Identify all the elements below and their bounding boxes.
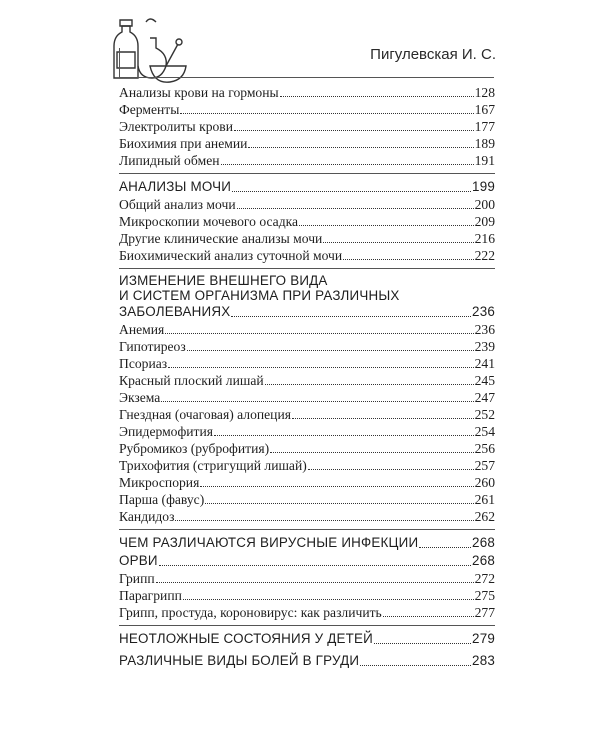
toc-section-title: НЕОТЛОЖНЫЕ СОСТОЯНИЯ У ДЕТЕЙ xyxy=(119,631,373,646)
toc-page: 254 xyxy=(474,424,495,439)
header-rule xyxy=(119,77,494,78)
toc-section-viral[interactable] xyxy=(119,534,495,552)
toc-title: Микроскопии мочевого осадка xyxy=(119,214,299,229)
toc-page: 177 xyxy=(474,119,495,134)
toc-title: Трихофития (стригущий лишай) xyxy=(119,458,307,473)
toc-entry[interactable] xyxy=(119,406,495,423)
toc-page: 167 xyxy=(474,102,495,117)
toc-section-emergency[interactable] xyxy=(119,630,495,648)
toc-title: Биохимический анализ суточной мочи xyxy=(119,248,343,263)
leader-dots xyxy=(231,316,471,317)
toc-title: Экзема xyxy=(119,390,161,405)
leader-dots xyxy=(168,367,473,368)
toc-section-changes-line2: И СИСТЕМ ОРГАНИЗМА ПРИ РАЗЛИЧНЫХ xyxy=(119,288,400,303)
toc-title: Липидный обмен xyxy=(119,153,220,168)
toc-page: 283 xyxy=(472,653,495,668)
toc-page: 236 xyxy=(472,304,495,319)
toc-section-title: ЧЕМ РАЗЛИЧАЮТСЯ ВИРУСНЫЕ ИНФЕКЦИИ xyxy=(119,535,419,550)
toc-page: 200 xyxy=(474,197,495,212)
toc-title: Рубромикоз (руброфития) xyxy=(119,441,270,456)
toc-section-urine[interactable] xyxy=(119,178,495,196)
toc-title: Другие клинические анализы мочи xyxy=(119,231,323,246)
leader-dots xyxy=(374,643,471,644)
toc-page: 257 xyxy=(474,458,495,473)
toc-section-orvi[interactable] xyxy=(119,552,495,570)
toc-entry[interactable] xyxy=(119,118,495,135)
toc-entry[interactable] xyxy=(119,508,495,525)
leader-dots xyxy=(165,333,473,334)
toc-entry[interactable] xyxy=(119,457,495,474)
table-of-contents xyxy=(119,84,495,670)
toc-page: 268 xyxy=(472,553,495,568)
leader-dots xyxy=(323,242,473,243)
leader-dots xyxy=(232,191,471,192)
leader-dots xyxy=(161,401,473,402)
leader-dots xyxy=(248,147,473,148)
page-header xyxy=(0,0,600,90)
toc-page: 247 xyxy=(474,390,495,405)
section-divider xyxy=(119,173,495,174)
toc-entry[interactable] xyxy=(119,247,495,264)
toc-entry[interactable] xyxy=(119,355,495,372)
toc-title: Микроспория xyxy=(119,475,200,490)
leader-dots xyxy=(221,164,474,165)
leader-dots xyxy=(156,582,474,583)
running-header-author: Пигулевская И. С. xyxy=(370,46,496,63)
toc-entry[interactable] xyxy=(119,570,495,587)
toc-entry[interactable] xyxy=(119,604,495,621)
leader-dots xyxy=(183,599,474,600)
toc-entry[interactable] xyxy=(119,84,495,101)
leader-dots xyxy=(205,503,473,504)
leader-dots xyxy=(237,208,474,209)
leader-dots xyxy=(200,486,473,487)
toc-title: Эпидермофития xyxy=(119,424,214,439)
section-divider xyxy=(119,625,495,626)
toc-section-changes-line1: ИЗМЕНЕНИЕ ВНЕШНЕГО ВИДА xyxy=(119,273,328,288)
toc-entry[interactable] xyxy=(119,321,495,338)
toc-title: Анализы крови на гормоны xyxy=(119,85,279,100)
toc-entry[interactable] xyxy=(119,230,495,247)
toc-entry[interactable] xyxy=(119,440,495,457)
toc-title: Грипп, простуда, короновирус: как различить xyxy=(119,605,382,620)
toc-page: 239 xyxy=(474,339,495,354)
toc-section-chest[interactable] xyxy=(119,652,495,670)
leader-dots xyxy=(159,565,471,566)
leader-dots xyxy=(360,665,471,666)
toc-title: Электролиты крови xyxy=(119,119,233,134)
toc-page: 272 xyxy=(474,571,495,586)
leader-dots xyxy=(383,616,474,617)
leader-dots xyxy=(308,469,474,470)
toc-title: Псориаз xyxy=(119,356,168,371)
toc-entry[interactable] xyxy=(119,152,495,169)
toc-page: 191 xyxy=(474,153,495,168)
toc-page: 199 xyxy=(472,179,495,194)
toc-entry[interactable] xyxy=(119,587,495,604)
toc-page: 275 xyxy=(474,588,495,603)
toc-page: 279 xyxy=(472,631,495,646)
toc-title: Биохимия при анемии xyxy=(119,136,248,151)
leader-dots xyxy=(343,259,473,260)
toc-page: 222 xyxy=(474,248,495,263)
toc-entry[interactable] xyxy=(119,474,495,491)
toc-entry[interactable] xyxy=(119,196,495,213)
toc-entry[interactable] xyxy=(119,423,495,440)
toc-page: 260 xyxy=(474,475,495,490)
toc-page: 189 xyxy=(474,136,495,151)
toc-page: 236 xyxy=(474,322,495,337)
toc-entry[interactable] xyxy=(119,491,495,508)
toc-page: 262 xyxy=(474,509,495,524)
toc-page: 252 xyxy=(474,407,495,422)
toc-entry[interactable] xyxy=(119,213,495,230)
leader-dots xyxy=(292,418,474,419)
toc-page: 268 xyxy=(472,535,495,550)
toc-entry[interactable] xyxy=(119,338,495,355)
leader-dots xyxy=(280,96,474,97)
toc-title: Парша (фавус) xyxy=(119,492,205,507)
leader-dots xyxy=(270,452,473,453)
leader-dots xyxy=(180,113,473,114)
toc-page: 261 xyxy=(474,492,495,507)
toc-page: 216 xyxy=(474,231,495,246)
section-divider xyxy=(119,529,495,530)
toc-page: 277 xyxy=(474,605,495,620)
toc-title: Грипп xyxy=(119,571,155,586)
section-divider xyxy=(119,268,495,269)
leader-dots xyxy=(234,130,474,131)
leader-dots xyxy=(419,547,471,548)
toc-entry[interactable] xyxy=(119,372,495,389)
toc-section-changes[interactable] xyxy=(119,303,495,321)
toc-title: Общий анализ мочи xyxy=(119,197,236,212)
leader-dots xyxy=(187,350,474,351)
leader-dots xyxy=(214,435,474,436)
toc-entry[interactable] xyxy=(119,135,495,152)
toc-page: 256 xyxy=(474,441,495,456)
toc-section-title: РАЗЛИЧНЫЕ ВИДЫ БОЛЕЙ В ГРУДИ xyxy=(119,653,360,668)
toc-section-title: АНАЛИЗЫ МОЧИ xyxy=(119,179,232,194)
leader-dots xyxy=(299,225,474,226)
toc-page: 209 xyxy=(474,214,495,229)
toc-section-title: ЗАБОЛЕВАНИЯХ xyxy=(119,304,231,319)
toc-title: Красный плоский лишай xyxy=(119,373,264,388)
toc-title: Кандидоз xyxy=(119,509,175,524)
toc-title: Парагрипп xyxy=(119,588,182,603)
toc-page: 128 xyxy=(474,85,495,100)
toc-title: Гнездная (очаговая) алопеция xyxy=(119,407,291,422)
toc-page: 241 xyxy=(474,356,495,371)
header-vertical-rule xyxy=(119,48,120,78)
toc-page: 245 xyxy=(474,373,495,388)
toc-entry[interactable] xyxy=(119,101,495,118)
leader-dots xyxy=(175,520,473,521)
toc-title: Гипотиреоз xyxy=(119,339,186,354)
toc-entry[interactable] xyxy=(119,389,495,406)
toc-section-title: ОРВИ xyxy=(119,553,158,568)
toc-title: Ферменты xyxy=(119,102,180,117)
toc-title: Анемия xyxy=(119,322,165,337)
leader-dots xyxy=(265,384,474,385)
